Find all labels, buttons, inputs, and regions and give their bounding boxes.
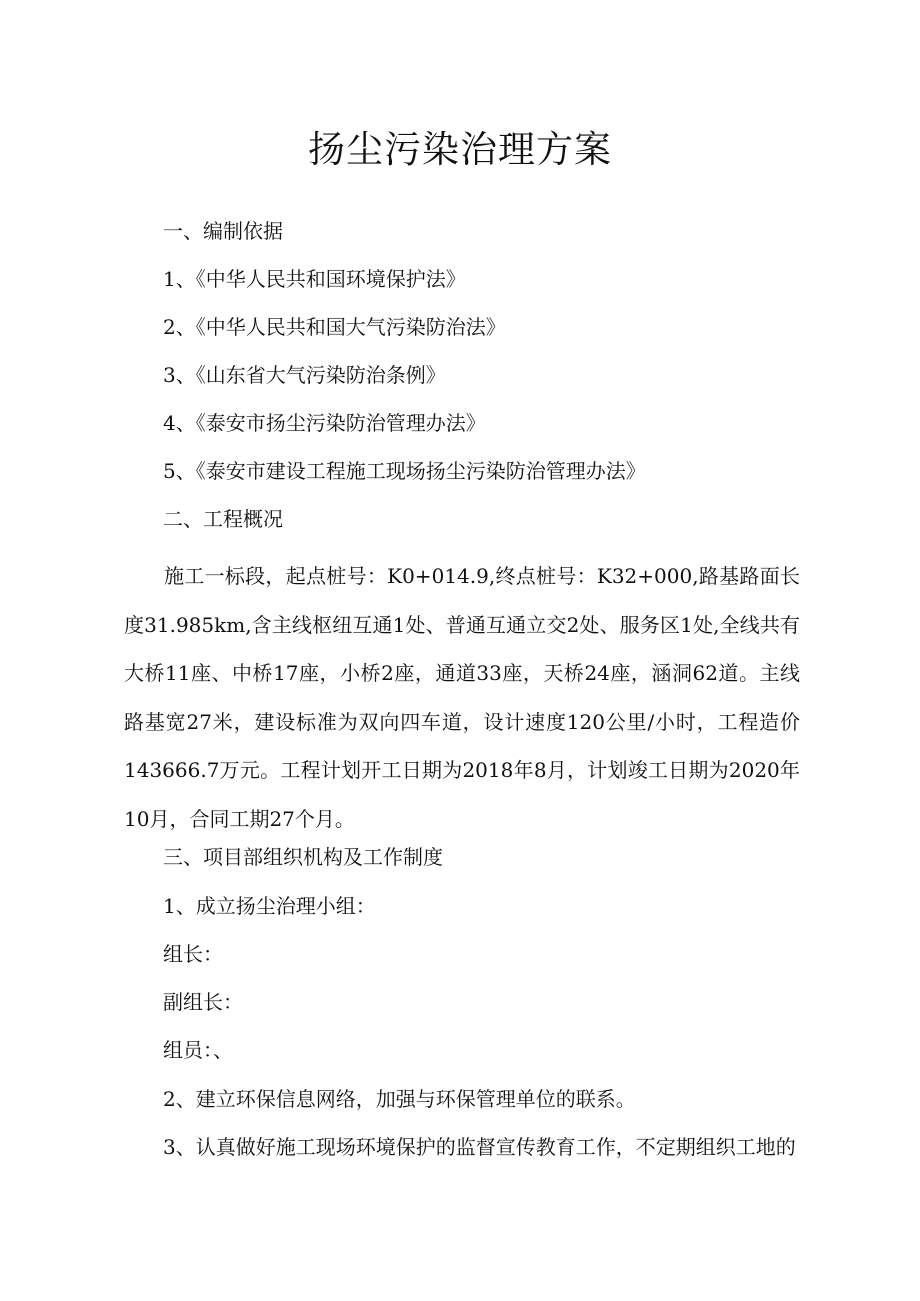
section1-heading: 一、编制依据 <box>163 219 283 243</box>
section2-heading: 二、工程概况 <box>163 507 283 531</box>
basis-item-2: 2、《中华人民共和国大气污染防治法》 <box>163 315 506 339</box>
basis-item-4: 4、《泰安市扬尘污染防治管理办法》 <box>163 411 486 435</box>
org-members-line: 组员：、 <box>163 1038 233 1062</box>
org-deputy-leader-line: 副组长： <box>163 990 243 1014</box>
project-overview-paragraph: 施工一标段，起点桩号：K0+014.9,终点桩号：K32+000,路基路面长度31.985km,含主线枢纽互通1处、普通互通立交2处、服务区1处,全线共有大桥11座、中桥17座，小桥2座，通道33座，天桥24座，涵洞62道。主线路基宽27米，建设标准为双向四车道，设计速度120公里/小时，工程造价143666.7万元。工程计划开工日期为2018年8月，计划竣工日期为2020年10月，合同工期27个月。 <box>124 564 800 831</box>
basis-item-3: 3、《山东省大气污染防治条例》 <box>163 363 446 387</box>
org-item-3: 3、认真做好施工现场环境保护的监督宣传教育工作，不定期组织工地的 <box>163 1135 796 1159</box>
basis-item-5: 5、《泰安市建设工程施工现场扬尘污染防治管理办法》 <box>163 459 646 483</box>
basis-item-1: 1、《中华人民共和国环境保护法》 <box>163 267 466 291</box>
section3-heading: 三、项目部组织机构及工作制度 <box>163 845 443 869</box>
org-item-1: 1、成立扬尘治理小组： <box>163 894 376 918</box>
org-item-2: 2、建立环保信息网络，加强与环保管理单位的联系。 <box>163 1087 636 1111</box>
org-leader-line: 组长： <box>163 942 223 966</box>
document-title: 扬尘污染治理方案 <box>308 128 612 171</box>
